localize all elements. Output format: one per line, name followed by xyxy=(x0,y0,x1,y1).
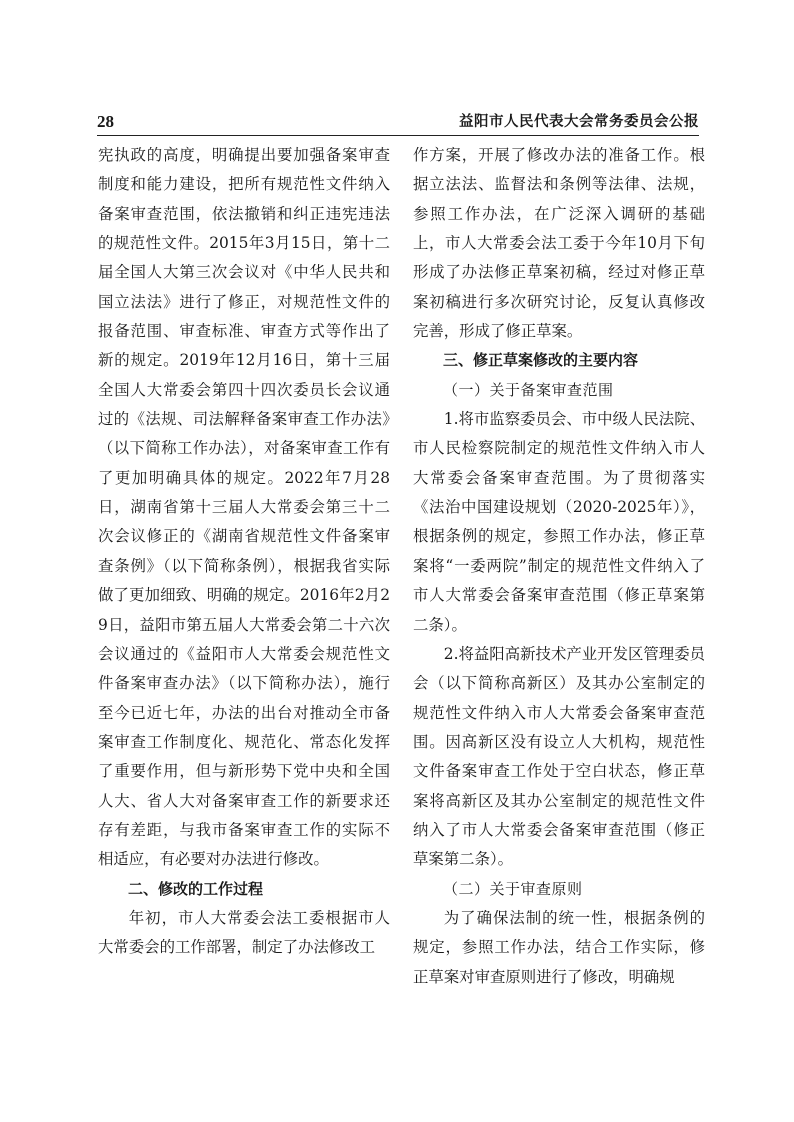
page-header xyxy=(97,108,699,136)
paragraph: 为了确保法制的统一性，根据条例的规定，参照工作办法，结合工作实际，修正草案对审查原则进行了修改，明确规 xyxy=(413,908,705,986)
paragraph-continued: 宪执政的高度，明确提出要加强备案审查制度和能力建设，把所有规范性文件纳入备案审查范围，依法撤销和纠正违宪违法的规范性文件。2015年3月15日，第十二届全国人大第三次会议对《中华人民共和国立法法》进行了修正，对规范性文件的报备范围、审查标准、审查方式等作出了新的规定。2019年12月16日，第十三届全国人大常委会第四十四次委员长会议通过的《法规、司法解释备案审查工作办法》（以下简称工作办法），对备案审查工作有了更加明确具体的规定。2022年7月28日，湖南省第十三届人大常委会第三十二次会议修正的《湖南省规范性文件备案审查条例》（以下简称条例），根据我省实际做了更加细致、明确的规定。2016年2月29日，益阳市第五届人大常委会第二十六次会议通过的《益阳市人大常委会规范性文件备案审查办法》（以下简称办法），施行至今已近七年，办法的出台对推动全市备案审查工作制度化、规范化、常态化发挥了重要作用，但与新形势下党中央和全国人大、省人大对备案审查工作的新要求还存有差距，与我市备案审查工作的实际不相适应，有必要对办法进行修改。 xyxy=(98,146,390,869)
section-heading-3: 三、修正草案修改的主要内容 xyxy=(443,351,639,370)
subsection-heading-2: （二）关于审查原则 xyxy=(443,879,583,898)
section-heading-2: 二、修改的工作过程 xyxy=(128,879,264,898)
page-number: 28 xyxy=(97,112,114,131)
left-column xyxy=(98,141,390,963)
journal-title: 益阳市人民代表大会常务委员会公报 xyxy=(459,113,699,130)
paragraph: 1.将市监察委员会、市中级人民法院、市人民检察院制定的规范性文件纳入市人大常委会备案审查范围。为了贯彻落实《法治中国建设规划（2020-2025年）》，根据条例的规定，参照工作办法，修正草案将“一委两院”制定的规范性文件纳入了市人大常委会备案审查范围（修正草案第二条）。 xyxy=(413,410,705,634)
paragraph: 年初，市人大常委会法工委根据市人大常委会的工作部署，制定了办法修改工 xyxy=(98,908,390,957)
header-rule xyxy=(97,135,699,136)
subsection-heading-1: （一）关于备案审查范围 xyxy=(443,380,614,399)
paragraph-continued: 作方案，开展了修改办法的准备工作。根据立法法、监督法和条例等法律、法规，参照工作办法，在广泛深入调研的基础上，市人大常委会法工委于今年10月下旬形成了办法修正草案初稿，经过对修正草案初稿进行多次研究讨论，反复认真修改完善，形成了修正草案。 xyxy=(413,146,705,341)
paragraph: 2.将益阳高新技术产业开发区管理委员会（以下简称高新区）及其办公室制定的规范性文件纳入市人大常委会备案审查范围。因高新区没有设立人大机构，规范性文件备案审查工作处于空白状态，修正草案将高新区及其办公室制定的规范性文件纳入了市人大常委会备案审查范围（修正草案第二条）。 xyxy=(413,644,705,869)
right-column xyxy=(413,141,705,992)
